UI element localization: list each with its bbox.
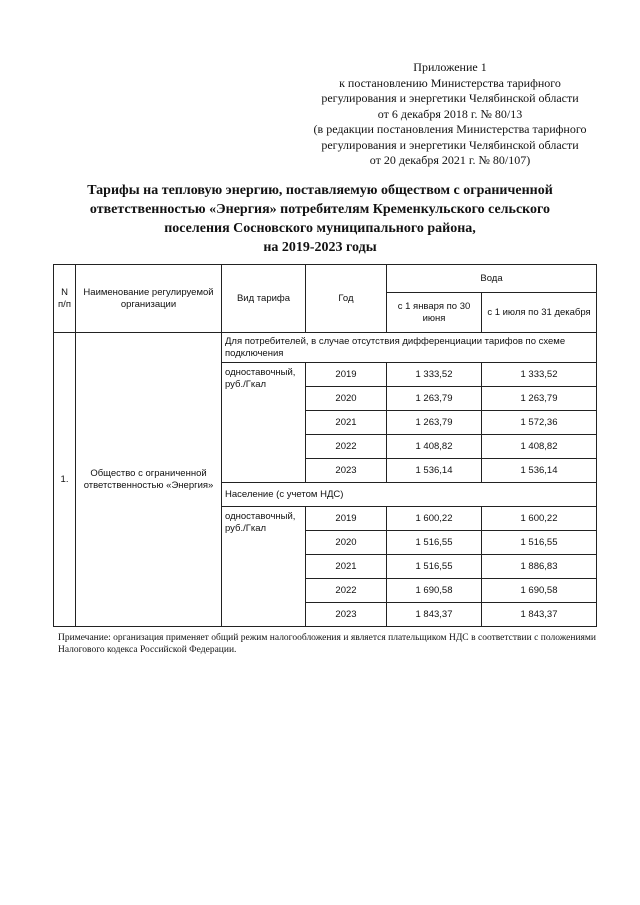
value-cell: 1 516,55 <box>482 531 597 555</box>
year-cell: 2022 <box>306 579 387 603</box>
header-line: от 20 декабря 2021 г. № 80/107) <box>369 153 531 167</box>
year-cell: 2023 <box>306 459 387 483</box>
title-line: ответственностью «Энергия» потребителям Кременкульского сельского <box>89 202 551 217</box>
value-cell: 1 690,58 <box>387 579 482 603</box>
value-cell: 1 536,14 <box>387 459 482 483</box>
group-label: Для потребителей, в случае отсутствия дифференциации тарифов по схеме подключения <box>222 333 597 363</box>
header-line: от 6 декабря 2018 г. № 80/13 <box>377 106 523 121</box>
year-cell: 2020 <box>306 387 387 411</box>
value-cell: 1 263,79 <box>387 387 482 411</box>
value-cell: 1 516,55 <box>387 531 482 555</box>
year-cell: 2021 <box>306 411 387 435</box>
title-line: на 2019-2023 годы <box>263 240 377 255</box>
row-number: 1. <box>54 333 76 627</box>
value-cell: 1 536,14 <box>482 459 597 483</box>
header-tariff-type: Вид тарифа <box>222 265 306 333</box>
year-cell: 2019 <box>306 507 387 531</box>
value-cell: 1 333,52 <box>482 363 597 387</box>
year-cell: 2022 <box>306 435 387 459</box>
value-cell: 1 886,83 <box>482 555 597 579</box>
title-line: поселения Сосновского муниципального района, <box>164 221 476 236</box>
header-organization: Наименование регулируемой организации <box>76 265 222 333</box>
header-year: Год <box>306 265 387 333</box>
value-cell: 1 263,79 <box>387 411 482 435</box>
value-cell: 1 333,52 <box>387 363 482 387</box>
tariff-type: одноставочный, руб./Гкал <box>222 507 306 627</box>
value-cell: 1 600,22 <box>387 507 482 531</box>
header-line: (в редакции постановления Министерства тарифного <box>313 122 587 136</box>
value-cell: 1 408,82 <box>482 435 597 459</box>
header-water: Вода <box>387 265 597 293</box>
value-cell: 1 263,79 <box>482 387 597 411</box>
value-cell: 1 690,58 <box>482 579 597 603</box>
organization-name: Общество с ограниченной ответственностью «Энергия» <box>76 333 222 627</box>
header-period-1: с 1 января по 30 июня <box>387 293 482 333</box>
year-cell: 2019 <box>306 363 387 387</box>
header-line: регулирования и энергетики Челябинской области <box>321 137 579 152</box>
appendix-header <box>290 60 610 169</box>
title-line: Тарифы на тепловую энергию, поставляемую обществом с ограниченной <box>87 183 553 198</box>
header-number: N п/п <box>54 265 76 333</box>
value-cell: 1 572,36 <box>482 411 597 435</box>
header-line: к постановлению Министерства тарифного <box>339 75 561 90</box>
value-cell: 1 843,37 <box>482 603 597 627</box>
footnote: Примечание: организация применяет общий режим налогообложения и является плательщиком НДС в соответствии с положениями Налогового кодекса Российской Федерации. <box>58 633 596 655</box>
year-cell: 2021 <box>306 555 387 579</box>
header-period-2: с 1 июля по 31 декабря <box>482 293 597 333</box>
tariff-table <box>53 264 597 627</box>
value-cell: 1 408,82 <box>387 435 482 459</box>
value-cell: 1 600,22 <box>482 507 597 531</box>
year-cell: 2023 <box>306 603 387 627</box>
group-label: Население (с учетом НДС) <box>222 483 597 507</box>
header-line: регулирования и энергетики Челябинской области <box>321 91 579 105</box>
tariff-type: одноставочный, руб./Гкал <box>222 363 306 483</box>
value-cell: 1 843,37 <box>387 603 482 627</box>
value-cell: 1 516,55 <box>387 555 482 579</box>
header-line: Приложение 1 <box>413 60 487 74</box>
document-title <box>50 181 590 257</box>
year-cell: 2020 <box>306 531 387 555</box>
